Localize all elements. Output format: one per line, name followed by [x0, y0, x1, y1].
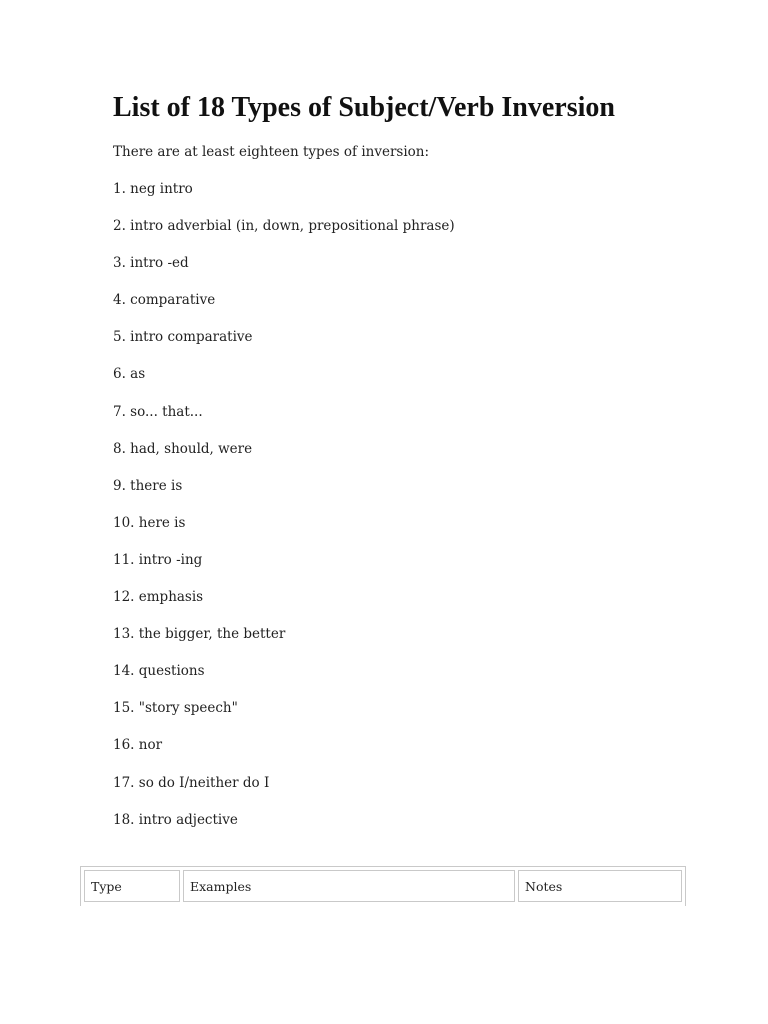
list-item: 15. "story speech": [113, 700, 238, 717]
list-item: 5. intro comparative: [113, 329, 253, 346]
column-header-notes: Notes: [518, 870, 682, 902]
list-item: 7. so... that...: [113, 403, 203, 420]
inversion-table: [80, 866, 686, 906]
list-item: 16. nor: [113, 737, 163, 754]
list-item: 4. comparative: [113, 292, 216, 309]
page-title: List of 18 Types of Subject/Verb Inversion: [113, 92, 615, 123]
list-item: 9. there is: [113, 477, 183, 494]
list-item: 11. intro -ing: [113, 551, 203, 568]
list-item: 10. here is: [113, 514, 186, 531]
list-item: 3. intro -ed: [113, 255, 189, 272]
intro-text: There are at least eighteen types of inversion:: [113, 144, 430, 160]
list-item: 18. intro adjective: [113, 811, 238, 828]
list-item: 2. intro adverbial (in, down, prepositional phrase): [113, 218, 455, 235]
list-item: 14. questions: [113, 663, 205, 680]
list-item: 6. as: [113, 366, 146, 383]
column-header-type: Type: [84, 870, 180, 902]
table-header-row: [84, 870, 682, 902]
inversion-type-list: [113, 179, 455, 847]
inversion-table-grid: [81, 867, 685, 905]
list-item: 1. neg intro: [113, 181, 193, 197]
list-item: 13. the bigger, the better: [113, 626, 286, 643]
column-header-examples: Examples: [183, 870, 515, 902]
list-item: 12. emphasis: [113, 589, 204, 606]
list-item: 17. so do I/neither do I: [113, 774, 270, 791]
list-item: 8. had, should, were: [113, 440, 253, 457]
